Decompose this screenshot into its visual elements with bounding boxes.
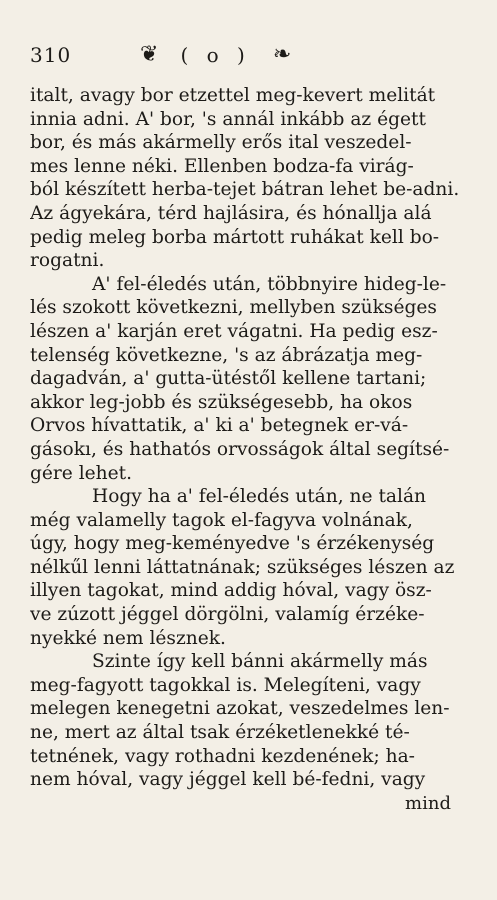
header-ornament-center: ( o )	[180, 43, 251, 67]
text-line: illyen tagokat, mind addig hóval, vagy ösz-	[30, 580, 432, 602]
page-header	[30, 36, 479, 74]
text-line: gásokı, és hathatós orvosságok által segítsé-	[30, 438, 450, 460]
text-line: még valamelly tagok el-fagyva volnának,	[30, 509, 413, 531]
text-line: úgy, hogy meg-keményedve 's érzékenység	[30, 533, 435, 555]
text-line: ne, mert az által tsak érzéketlenekké té-	[30, 722, 410, 744]
text-line: nem hóval, vagy jéggel kell bé-fedni, vagy	[30, 769, 426, 791]
text-line: ból készített herba-tejet bátran lehet be-adni.	[30, 179, 460, 201]
body-text	[30, 84, 479, 792]
text-line: pedig meleg borba mártott ruhákat kell bo-	[30, 226, 440, 248]
page-number: 310	[30, 43, 72, 67]
text-line: dagadván, a' gutta-ütéstől kellene tartani;	[30, 368, 427, 390]
text-line: melegen kenegetni azokat, veszedelmes len-	[30, 698, 450, 720]
catchword: mind	[405, 792, 451, 814]
text-line: bor, és más akármelly erős ital veszedel-	[30, 132, 412, 154]
text-line: Szinte így kell bánni akármelly más	[92, 651, 428, 673]
text-line: mes lenne néki. Ellenben bodza-fa virág-	[30, 155, 414, 177]
fleuron-left-icon: ❦	[140, 42, 159, 67]
text-line: akkor leg-jobb és szükségesebb, ha okos	[30, 391, 413, 413]
text-line: A' fel-éledés után, többnyire hideg-le-	[92, 273, 447, 295]
text-line: tetnének, vagy rothadni kezdenének; ha-	[30, 745, 415, 767]
text-line: lés szokott következni, mellyben szükséges	[30, 297, 437, 319]
text-line: innia adni. A' bor, 's annál inkább az égett	[30, 108, 426, 130]
text-line: Az ágyekára, térd hajlásira, és hónallja alá	[30, 202, 432, 224]
text-line: rogatni.	[30, 250, 105, 272]
text-line: ve zúzott jéggel dörgölni, valamíg érzéke-	[30, 604, 425, 626]
text-line: meg-fagyott tagokkal is. Melegíteni, vagy	[30, 674, 421, 696]
text-line: nélkűl lenni láttatnának; szükséges lészen az	[30, 556, 455, 578]
text-line: Hogy ha a' fel-éledés után, ne talán	[92, 486, 427, 508]
fleuron-right-icon: ❧	[272, 42, 292, 67]
text-line: Orvos hívattatik, a' ki a' betegnek er-vá-	[30, 415, 409, 437]
text-line: nyekké nem lésznek.	[30, 627, 226, 649]
text-line: italt, avagy bor etzettel meg-kevert melitát	[30, 85, 436, 106]
text-line: gére lehet.	[30, 462, 133, 484]
text-line: telenség következne, 's az ábrázatja meg-	[30, 344, 423, 366]
text-line: lészen a' karján eret vágatni. Ha pedig esz-	[30, 320, 438, 342]
